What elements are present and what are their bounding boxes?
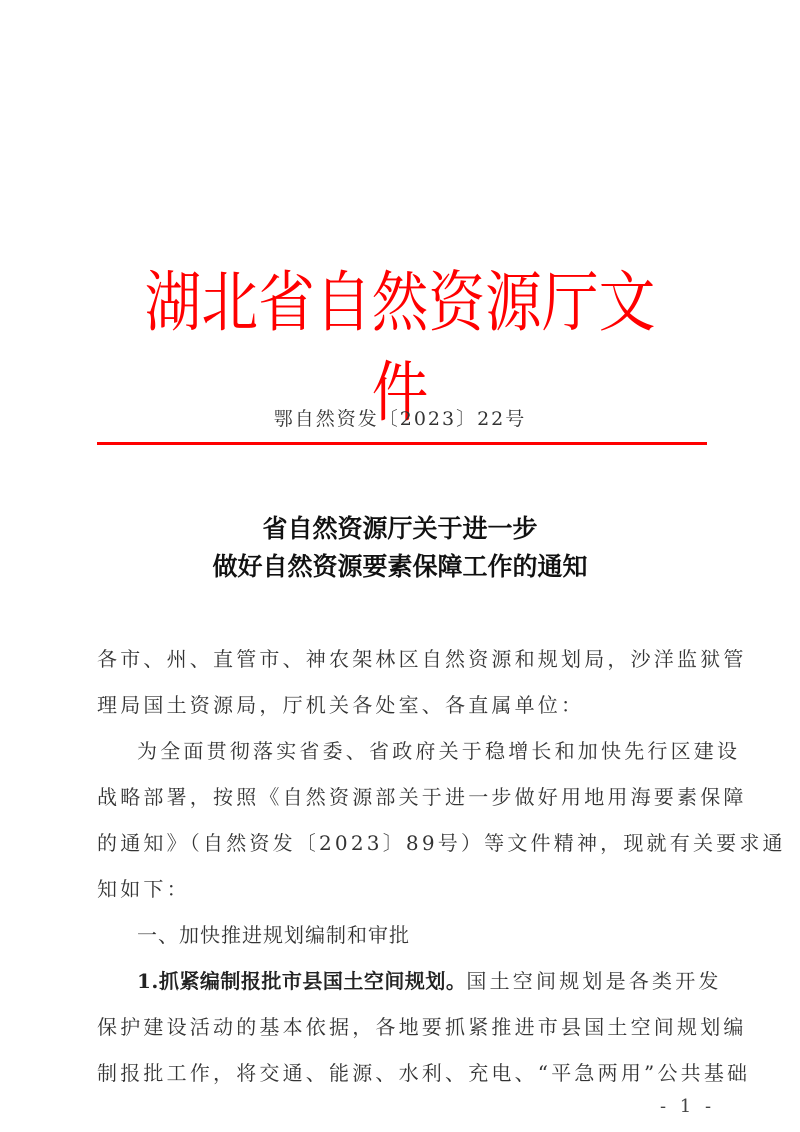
intro-line-1: 为全面贯彻落实省委、省政府关于稳增长和加快先行区建设 [137,739,741,763]
title-line-1: 省自然资源厅关于进一步 [262,514,538,543]
intro-line-4: 知如下： [97,877,190,901]
item-1-line-1 [137,965,722,994]
document-number: 鄂自然资发〔2023〕22号 [273,408,527,430]
addressee-line-2: 理局国土资源局，厅机关各处室、各直属单位： [97,693,585,717]
intro-line-2: 战略部署，按照《自然资源部关于进一步做好用地用海要素保障 [97,785,747,809]
addressee-line-1: 各市、州、直管市、神农架林区自然资源和规划局，沙洋监狱管 [97,647,747,671]
section-heading-1: 一、加快推进规划编制和审批 [137,923,410,947]
page-number: - 1 - [660,1096,716,1117]
document-title [90,510,710,586]
issuer-banner: 湖北省自然资源厅文件 [144,264,656,431]
item-1-text: 国土空间规划是各类开发 [466,969,722,993]
title-line-2: 做好自然资源要素保障工作的通知 [212,552,588,581]
red-divider-rule [97,442,707,445]
intro-line-3: 的通知》（自然资发〔2023〕89号）等文件精神，现就有关要求通 [97,831,786,855]
item-1-line-3: 制报批工作，将交通、能源、水利、充电、“平急两用”公共基础 [97,1061,751,1085]
item-1-lead: 1.抓紧编制报批市县国土空间规划。 [137,969,467,993]
item-1-line-2: 保护建设活动的基本依据，各地要抓紧推进市县国土空间规划编 [97,1015,747,1039]
